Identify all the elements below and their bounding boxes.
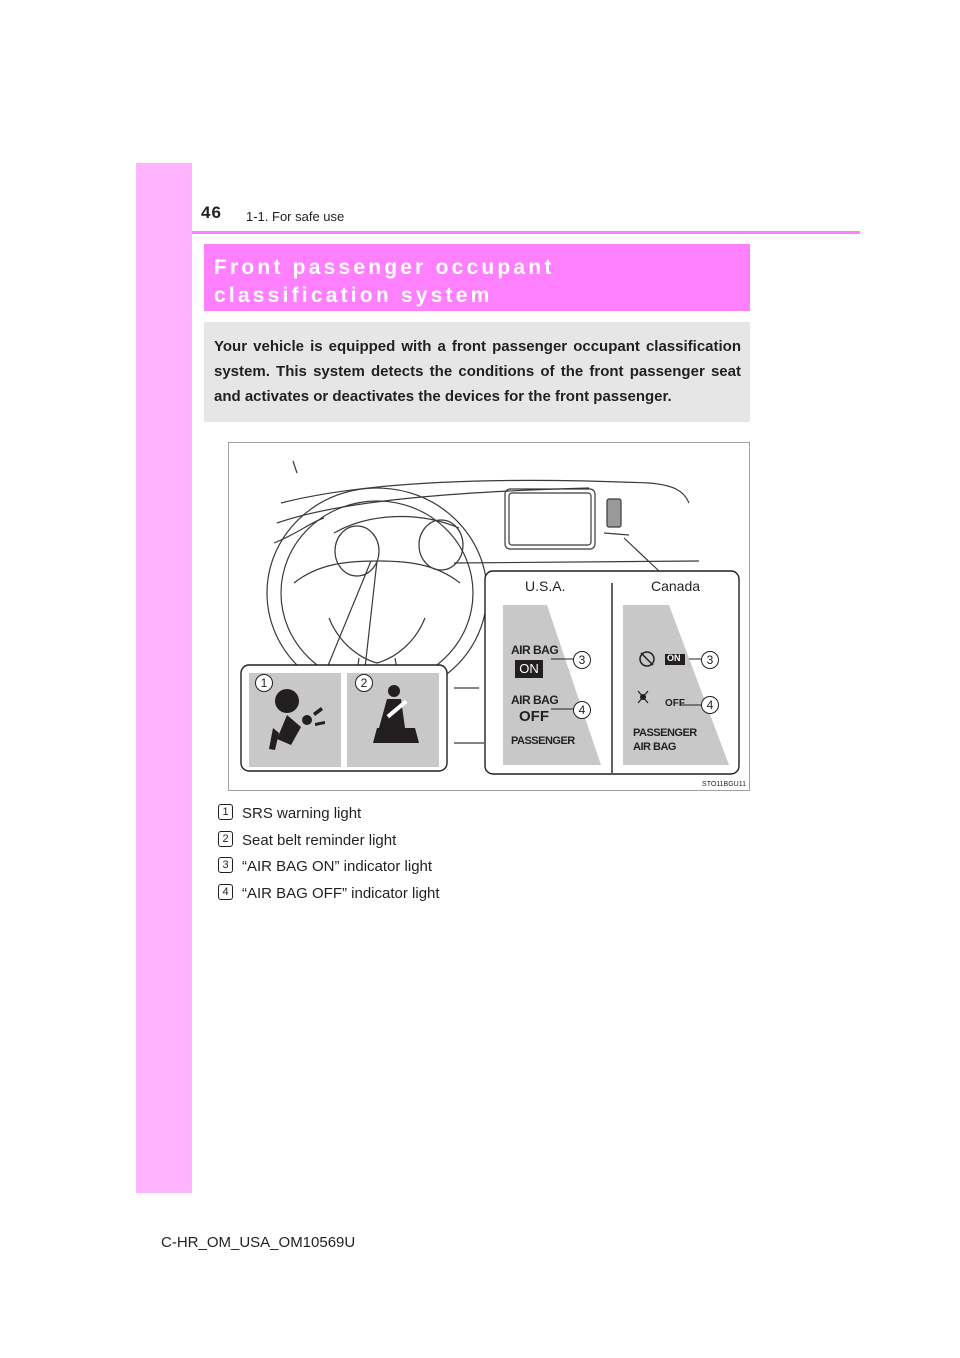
canada-airbag-label: AIR BAG: [633, 741, 676, 753]
canada-passenger-label: PASSENGER: [633, 727, 697, 739]
legend-number: 4: [218, 884, 233, 900]
callout-4-usa: 4: [573, 701, 591, 719]
dashboard-illustration: [228, 442, 750, 791]
legend-text: “AIR BAG OFF” indicator light: [242, 884, 440, 902]
section-heading: Front passenger occupant classification system: [204, 244, 750, 311]
page-number: 46: [201, 203, 222, 222]
side-tab: [136, 163, 192, 1193]
usa-off-indicator: OFF: [519, 708, 549, 725]
usa-airbag-on-label: AIR BAG: [511, 643, 559, 657]
footer-code: C-HR_OM_USA_OM10569U: [161, 1234, 356, 1251]
region-usa-label: U.S.A.: [525, 578, 566, 594]
legend-number: 2: [218, 831, 233, 847]
legend-text: Seat belt reminder light: [242, 831, 397, 849]
dashboard-drawing: [229, 443, 751, 792]
legend-number: 3: [218, 857, 233, 873]
callout-3-canada: 3: [701, 651, 719, 669]
callout-4-canada: 4: [701, 696, 719, 714]
figure-code: STO11BGU11: [702, 781, 746, 788]
callout-2: 2: [355, 674, 373, 692]
header-divider: [192, 231, 860, 234]
legend-number: 1: [218, 804, 233, 820]
legend-text: “AIR BAG ON” indicator light: [242, 858, 433, 875]
section-title: 1-1. For safe use: [246, 209, 345, 224]
usa-on-indicator: ON: [515, 660, 543, 678]
usa-airbag-off-label: AIR BAG: [511, 693, 559, 707]
legend-text: SRS warning light: [242, 805, 362, 822]
callout-1: 1: [255, 674, 273, 692]
canada-on-indicator: ON: [667, 653, 681, 663]
usa-passenger-label: PASSENGER: [511, 735, 575, 747]
region-canada-label: Canada: [651, 578, 701, 594]
intro-paragraph: Your vehicle is equipped with a front passenger occupant classification system. This system detects the conditions of the front passenger seat and activates or deactivates the devices for the front passenger.: [204, 322, 750, 422]
canada-off-indicator: OFF: [665, 698, 685, 709]
callout-3-usa: 3: [573, 651, 591, 669]
